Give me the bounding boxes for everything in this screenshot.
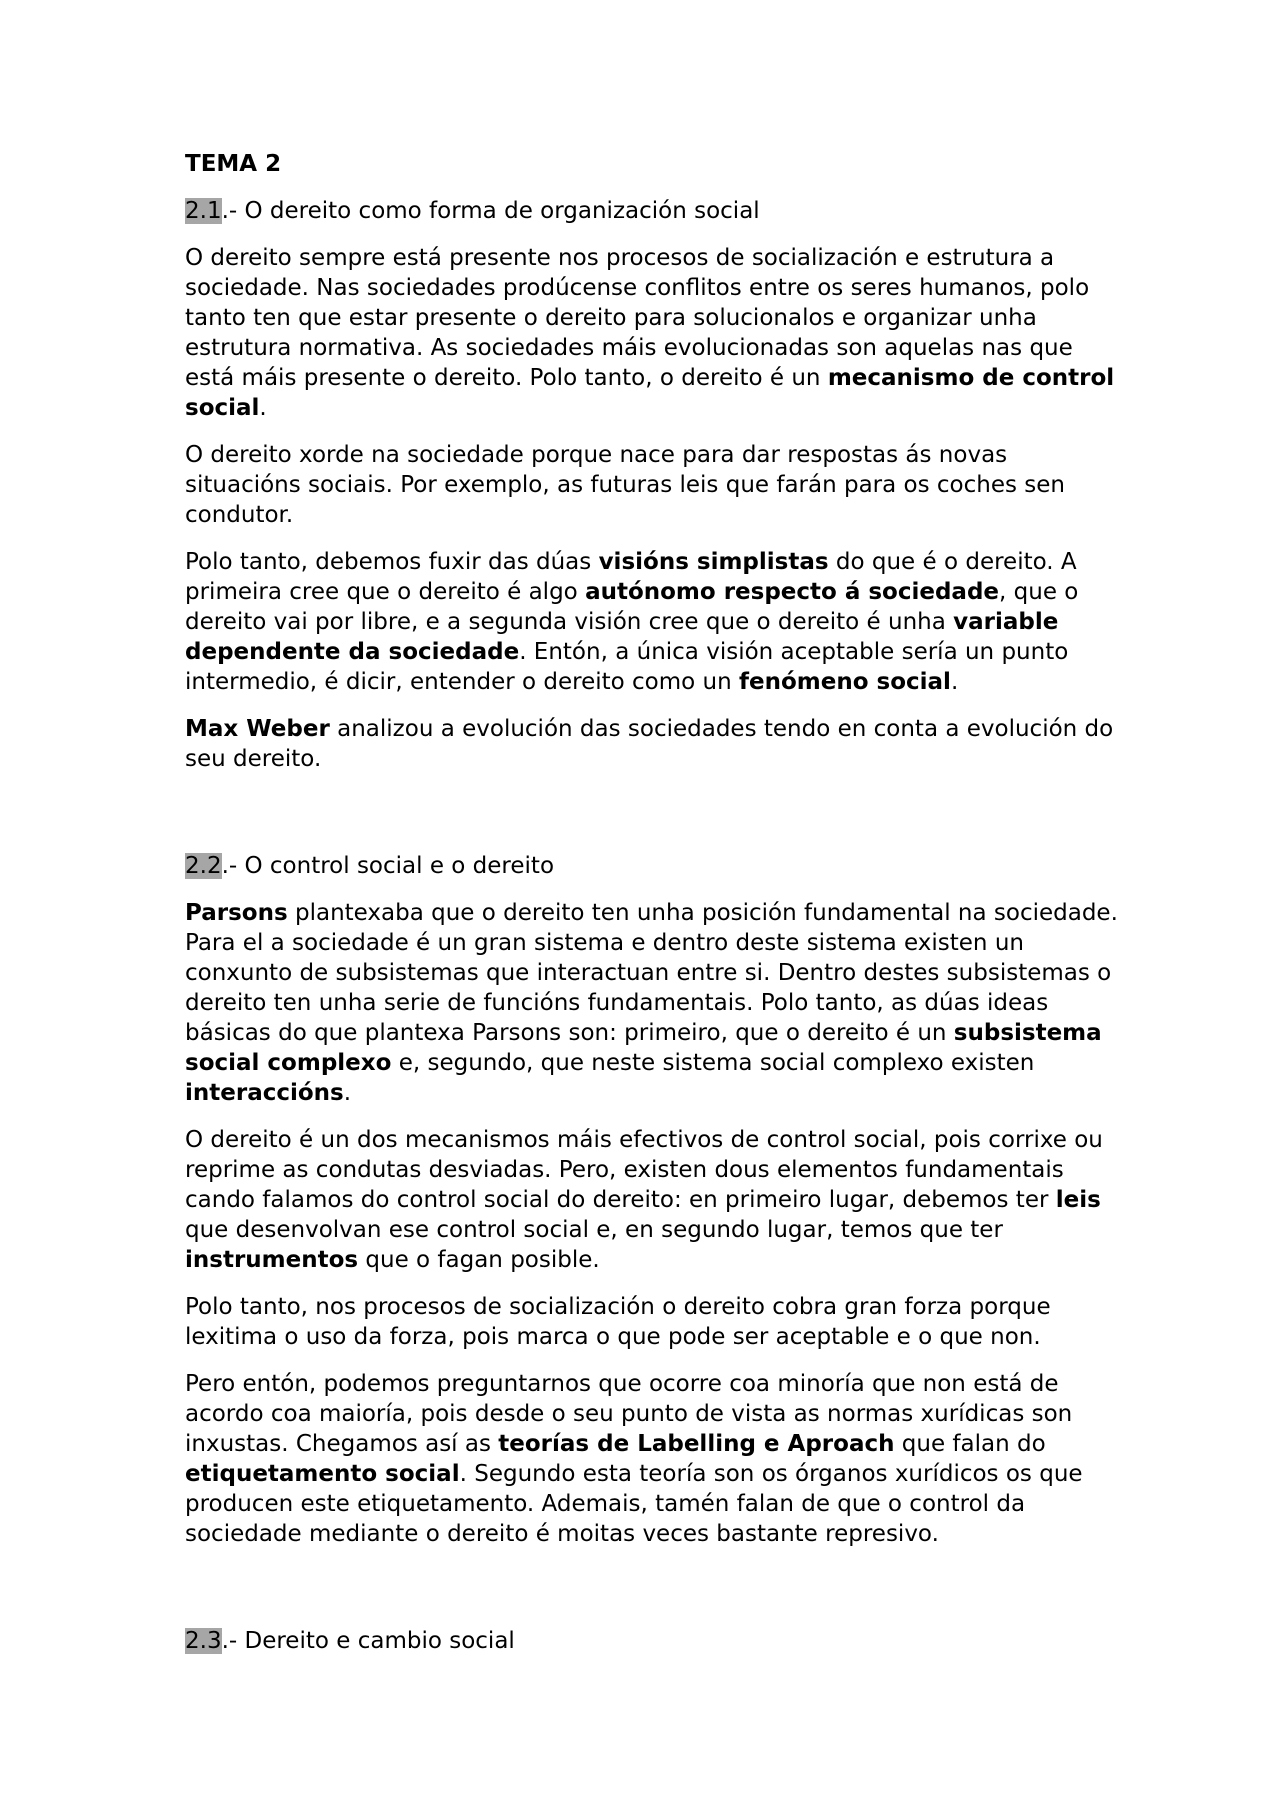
section-heading-text: .- O control social e o dereito — [221, 853, 555, 879]
text-run: do que é o dereito. A primeira cree que o dereito é algo — [185, 549, 1077, 605]
section-number-highlight: 2.2 — [185, 853, 222, 879]
text-run: Pero entón, podemos preguntarnos que ocorre coa minoría que non está de acordo coa maioría, pois desde o seu punto de vista as normas xurídicas son inxustas. Chegamos así as — [185, 1371, 1073, 1457]
text-run: plantexaba que o dereito ten unha posición fundamental na sociedade. Para el a sociedade é un gran sistema e dentro deste sistema existen un conxunto de subsistemas que interactuan entre si. Dentro destes subsistemas o dereito ten unha serie de funcións fundamentais. Polo tanto, as dúas ideas básicas do que plantexa Parsons son: primeiro, que o dereito é un — [185, 900, 1118, 1046]
text-run: . — [343, 1080, 352, 1106]
body-paragraph — [185, 714, 1125, 774]
section-heading-text: .- Dereito e cambio social — [221, 1628, 515, 1654]
bold-term: visións simplistas — [598, 549, 829, 575]
text-run: . — [259, 395, 267, 421]
text-run: Polo tanto, debemos fuxir das dúas — [185, 549, 599, 575]
text-run: que o fagan posible. — [358, 1247, 600, 1273]
text-run: O dereito xorde na sociedade porque nace para dar respostas ás novas situacións sociais. Por exemplo, as futuras leis que farán para os coches sen condutor. — [185, 442, 1066, 528]
body-paragraph — [185, 1125, 1125, 1275]
text-run: . Entón, a única visión aceptable sería un punto intermedio, é dicir, entender o dereito como un — [185, 639, 1069, 695]
bold-term: etiquetamento social — [185, 1461, 460, 1487]
text-run: analizou a evolución das sociedades tendo en conta a evolución do seu dereito. — [185, 716, 1114, 772]
section-heading — [185, 1626, 1125, 1656]
section-heading — [185, 851, 1125, 881]
text-run: , que o dereito vai por libre, e a segunda visión cree que o dereito é unha — [185, 579, 1079, 635]
body-paragraph — [185, 243, 1125, 423]
document-page — [185, 149, 1125, 1673]
bold-term: subsistema social complexo — [185, 1020, 1102, 1076]
section-number-highlight: 2.1 — [185, 198, 222, 224]
body-paragraph — [185, 547, 1125, 697]
bold-term: fenómeno social — [738, 669, 951, 695]
bold-term: mecanismo de control social — [185, 365, 1115, 421]
text-run: . — [950, 669, 959, 695]
section-number-highlight: 2.3 — [185, 1628, 222, 1654]
bold-term: leis — [1055, 1187, 1101, 1213]
text-run: que falan do — [894, 1431, 1046, 1457]
bold-term: teorías de Labelling e Aproach — [498, 1431, 895, 1457]
body-paragraph — [185, 1292, 1125, 1352]
text-run: que desenvolvan ese control social e, en segundo lugar, temos que ter — [185, 1217, 1003, 1243]
bold-term: Parsons — [185, 900, 288, 926]
section-heading-text: .- O dereito como forma de organización social — [221, 198, 760, 224]
text-run: e, segundo, que neste sistema social complexo existen — [391, 1050, 1035, 1076]
bold-term: interaccións — [185, 1080, 344, 1106]
text-run: . Segundo esta teoría son os órganos xurídicos os que producen este etiquetamento. Ademais, tamén falan de que o control da sociedade mediante o dereito é moitas veces bastante represivo. — [185, 1461, 1083, 1547]
bold-term: instrumentos — [185, 1247, 359, 1273]
bold-term: autónomo respecto á sociedade — [585, 579, 1000, 605]
body-paragraph — [185, 440, 1125, 530]
section-heading — [185, 196, 1125, 226]
body-paragraph — [185, 898, 1125, 1108]
document-title: TEMA 2 — [185, 151, 282, 177]
body-paragraph — [185, 1369, 1125, 1549]
bold-term: Max Weber — [185, 716, 330, 742]
text-run: Polo tanto, nos procesos de socialización o dereito cobra gran forza porque lexitima o uso da forza, pois marca o que pode ser aceptable e o que non. — [185, 1294, 1051, 1350]
bold-term: variable dependente da sociedade — [185, 609, 1059, 665]
document-sections — [185, 196, 1125, 1656]
text-run: O dereito sempre está presente nos procesos de socialización e estrutura a sociedade. Nas sociedades prodúcense conflitos entre os seres humanos, polo tanto ten que estar presente o dereito para solucionalos e organizar unha estrutura normativa. As sociedades máis evolucionadas son aquelas nas que está máis presente o dereito. Polo tanto, o dereito é un — [185, 245, 1090, 391]
text-run: O dereito é un dos mecanismos máis efectivos de control social, pois corrixe ou reprime as condutas desviadas. Pero, existen dous elementos fundamentais cando falamos do control social do dereito: en primeiro lugar, debemos ter — [185, 1127, 1103, 1213]
